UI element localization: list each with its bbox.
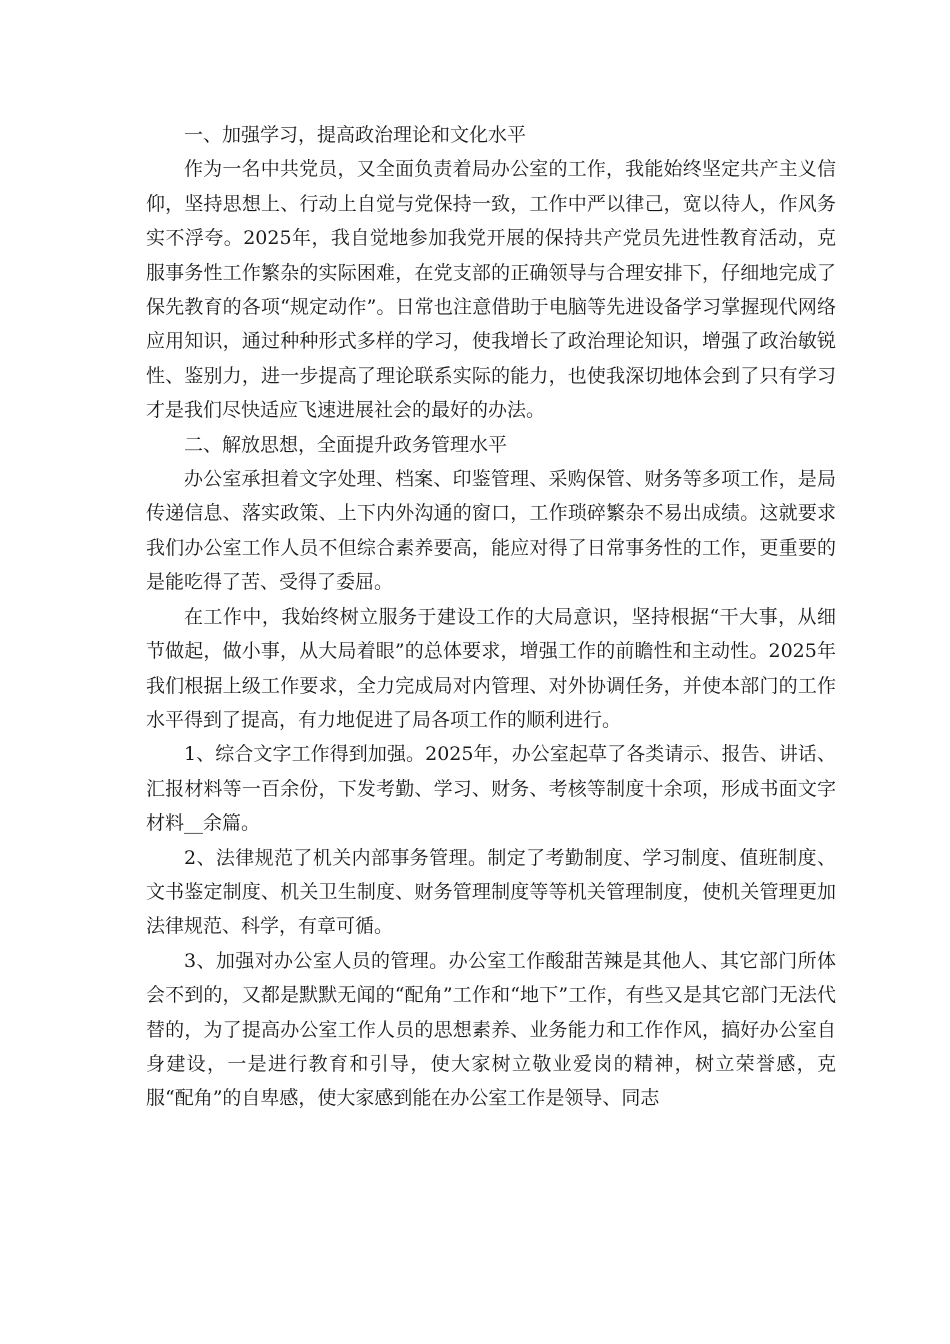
list-item-2: 2、法律规范了机关内部事务管理。制定了考勤制度、学习制度、值班制度、文书鉴定制度、机关卫生制度、财务管理制度等等机关管理制度，使机关管理更加法律规范、科学，有章可循。 [146,846,836,938]
list-item-3: 3、加强对办公室人员的管理。办公室工作酸甜苦辣是其他人、其它部门所体会不到的，又都是默默无闻的“配角”工作和“地下”工作，有些又是其它部门无法代替的，为了提高办公室工作人员的思想素养、业务能力和工作作风，搞好办公室自身建设，一是进行教育和引导，使大家树立敬业爱岗的精神，树立荣誉感，克服“配角”的自卑感，使大家感到能在办公室工作是领导、同志 [146,949,836,1110]
document-body [146,118,836,1116]
section-heading-2: 二、解放思想，全面提升政务管理水平 [184,433,508,456]
body-paragraph: 办公室承担着文字处理、档案、印鉴管理、采购保管、财务等多项工作，是局传递信息、落实政策、上下内外沟通的窗口，工作琐碎繁杂不易出成绩。这就要求我们办公室工作人员不但综合素养要高，能应对得了日常事务性的工作，更重要的是能吃得了苦、受得了委屈。 [146,468,836,594]
body-paragraph: 作为一名中共党员，又全面负责着局办公室的工作，我能始终坚定共产主义信仰，坚持思想上、行动上自觉与党保持一致，工作中严以律己，宽以待人，作风务实不浮夸。2025年，我自觉地参加我党开展的保持共产党员先进性教育活动，克服事务性工作繁杂的实际困难，在党支部的正确领导与合理安排下，仔细地完成了保先教育的各项“规定动作”。日常也注意借助于电脑等先进设备学习掌握现代网络应用知识，通过种种形式多样的学习，使我增长了政治理论知识，增强了政治敏锐性、鉴别力，进一步提高了理论联系实际的能力，也使我深切地体会到了只有学习才是我们尽快适应飞速进展社会的最好的办法。 [146,158,836,422]
list-item-1: 1、综合文字工作得到加强。2025年，办公室起草了各类请示、报告、讲话、汇报材料等一百余份，下发考勤、学习、财务、考核等制度十余项，形成书面文字材料__余篇。 [146,743,836,835]
section-heading-1: 一、加强学习，提高政治理论和文化水平 [184,124,527,146]
body-paragraph: 在工作中，我始终树立服务于建设工作的大局意识，坚持根据“干大事，从细节做起，做小事，从大局着眼”的总体要求，增强工作的前瞻性和主动性。2025年我们根据上级工作要求，全力完成局对内管理、对外协调任务，并使本部门的工作水平得到了提高，有力地促进了局各项工作的顺利进行。 [146,605,836,731]
